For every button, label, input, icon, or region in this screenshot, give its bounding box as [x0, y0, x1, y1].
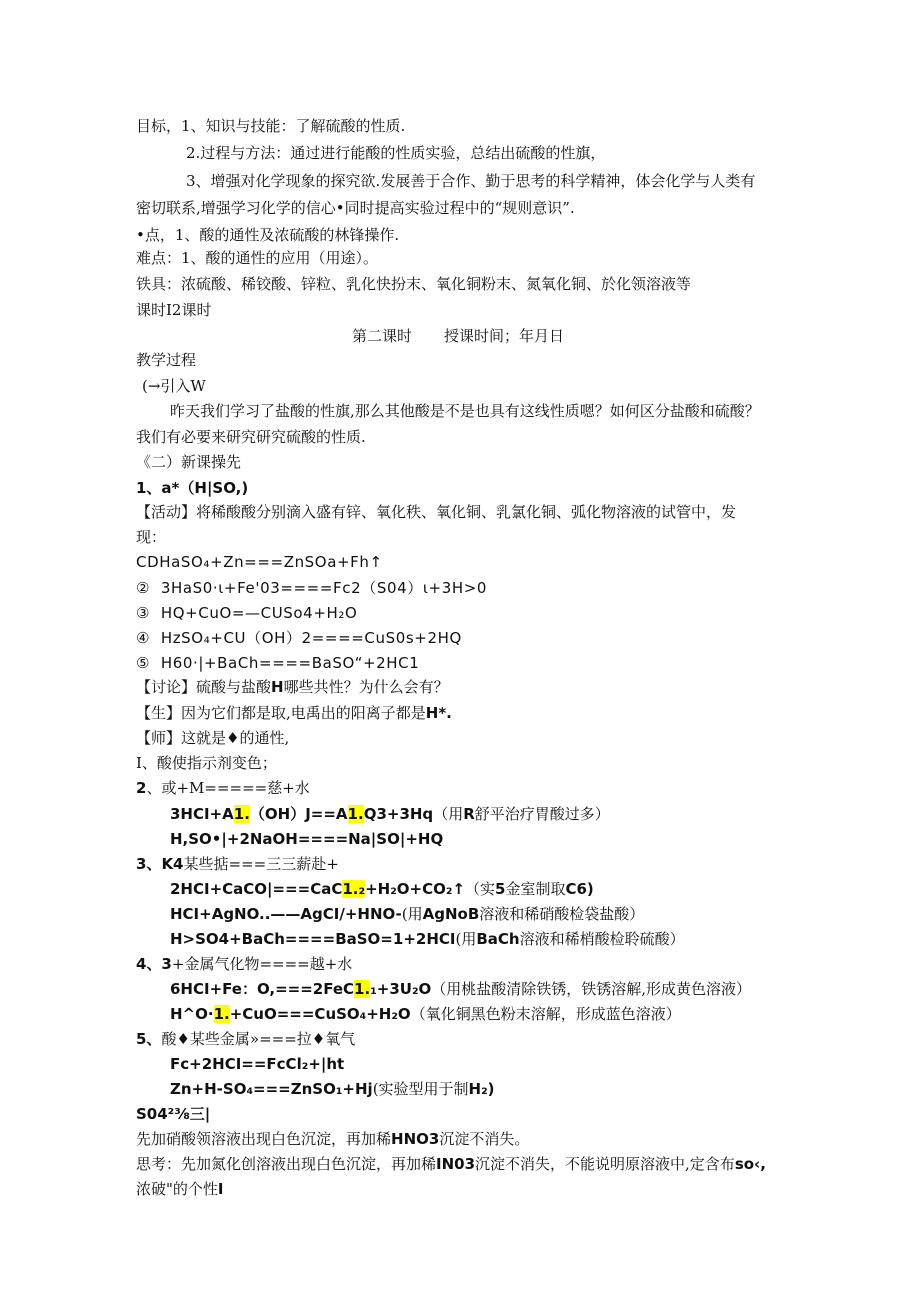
property-4-example-1: [170, 979, 751, 999]
think-bold-end: so‹,: [734, 1155, 766, 1173]
time-label: 授课时间；年月日: [444, 327, 565, 345]
reaction-5: [136, 653, 419, 673]
reaction-2-number: ②: [136, 579, 151, 597]
think-text-cont: 沉淀不消失，不能说明原溶液中,定含布: [475, 1155, 735, 1173]
eq-part: H>SO4+BaCh====BaSO=1+2HCI: [170, 930, 456, 948]
reaction-4-equation: HzSO₄+CU（OH）2====CuS0s+2HQ: [160, 629, 462, 647]
concentrated-acid-note: [136, 1179, 224, 1199]
last-text: 浓破"的个性: [136, 1180, 218, 1198]
goal-process: 2.过程与方法：通过进行能酸的性质实验，总结出硫酸的性旗，: [186, 144, 606, 162]
eq-part: +CuO===CuSO₄+H₂O: [229, 1005, 411, 1023]
reaction-4: [136, 628, 462, 648]
reaction-5-equation: H60·|+BaCh====BaSO“+2HC1: [160, 654, 420, 672]
note-bold: R: [463, 805, 475, 823]
materials: 铁具：浓硫酸、稀铰酸、锌粒、乳化快扮末、氧化铜粉末、氮氧化铜、於化领溶液等: [136, 275, 692, 293]
note-text: (用: [455, 930, 477, 948]
reaction-3-equation: HQ+CuO=—CUSo4+H₂O: [160, 604, 358, 622]
eq-part: 6HCI+Fe：O,===2FeC: [170, 980, 355, 998]
discussion: [136, 677, 449, 697]
process-title: 教学过程: [136, 351, 197, 369]
highlight-mark: 1.: [354, 980, 371, 998]
eq-part: H^O·: [170, 1005, 214, 1023]
think-bold: IN03: [436, 1155, 476, 1173]
note-text: (实验型用于制: [372, 1080, 469, 1098]
property-2-example-2: H,SO•|+2NaOH====Na|SO|+HQ: [170, 830, 444, 848]
reaction-2: [136, 578, 487, 598]
eq-part: ₁+3U₂O: [370, 980, 432, 998]
discussion-text-cont: 哪些共性？为什么会有？: [283, 678, 449, 696]
note-text: 舒平治疗胃酸过多）: [474, 805, 610, 823]
property-4-example-2: [170, 1004, 681, 1024]
property-3-bold: K4: [161, 855, 184, 873]
intro-title: (→引入W: [142, 377, 206, 395]
note-text: (用: [401, 905, 423, 923]
note-text: 金室制取: [505, 880, 566, 898]
key-point: •点，1、酸的通性及浓硫酸的林锋操作.: [136, 226, 400, 244]
difficulty: 难点：1、酸的通性的应用（用途）。: [136, 249, 379, 267]
goal-attitude: 3、增强对化学现象的探究欲.发展善于合作、勤于思考的科学精神，体会化学与人类有: [186, 172, 756, 190]
student-text: 【生】因为它们都是取,电禹出的阳离子都是: [136, 704, 426, 722]
activity-cont: 现：: [136, 528, 167, 546]
sulfate-title: S04²⅜三|: [136, 1105, 211, 1123]
eq-part: Zn+H-SO₄===ZnSO₁+Hj: [170, 1080, 373, 1098]
eq-part: （OH）J==A: [249, 805, 348, 823]
discussion-bold: H: [271, 678, 284, 696]
property-3-example-3: [170, 929, 685, 949]
note-text: （用: [433, 805, 464, 823]
note-text: 溶液和稀硝酸检袋盐酸）: [479, 905, 645, 923]
highlight-mark: 1.: [233, 805, 250, 823]
property-4-number: 4、3: [136, 955, 172, 973]
goal-knowledge: 目标，1、知识与技能：了解硫酸的性质.: [136, 117, 406, 135]
reaction-2-equation: 3HaS0·ι+Fe'03====Fc2（S04）ι+3H>0: [160, 579, 488, 597]
property-3-text: 某些掂===三三薪赴+: [183, 855, 339, 873]
class-hours: 课时I2课时: [136, 301, 212, 319]
property-2-text: 、或+M=====慈+水: [146, 779, 310, 797]
property-2-number: 2: [136, 779, 147, 797]
discussion-text: 【讨论】硫酸与盐酸: [136, 678, 272, 696]
property-3-example-2: [170, 904, 644, 924]
note-bold: C6): [565, 880, 594, 898]
test-bold: HNO3: [391, 1130, 440, 1148]
eq-part: +H₂O+CO₂↑: [365, 880, 466, 898]
reaction-3: [136, 603, 357, 623]
new-lesson-title: 《二）新课操先: [136, 453, 242, 471]
reaction-5-number: ⑤: [136, 654, 151, 672]
teacher-remark: 【师】这就是♦的通性,: [136, 729, 290, 747]
property-1: I、酸使指示剂变色；: [136, 754, 277, 772]
property-2-example-1: [170, 804, 610, 824]
reaction-1: CDHaSO₄+Zn===ZnSOa+Fh↑: [136, 553, 383, 571]
note-text: （氧化铜黑色粉末溶解，形成蓝色溶液）: [410, 1005, 681, 1023]
eq-part: 2HCI+CaCO|===CaC: [170, 880, 343, 898]
sulfate-test: [136, 1129, 529, 1149]
test-text-cont: 沉淀不消失。: [439, 1130, 530, 1148]
property-5-number: 5、: [136, 1030, 162, 1048]
note-bold: 5: [495, 880, 506, 898]
student-bold: H*.: [425, 704, 452, 722]
property-5-text: 酸♦某些金属»===拉♦氧气: [161, 1030, 356, 1048]
test-text: 先加硝酸领溶液出现白色沉淀，再加稀: [136, 1130, 392, 1148]
eq-part: Q3+3Hq: [363, 805, 434, 823]
reaction-4-number: ④: [136, 629, 151, 647]
highlight-mark: 1.: [213, 1005, 230, 1023]
property-3-example-1: [170, 879, 594, 899]
property-4: [136, 954, 352, 974]
period-label: 第二课时: [352, 327, 413, 345]
highlight-mark: 1.₂: [342, 880, 366, 898]
property-3: [136, 854, 339, 874]
note-bold: AgNoB: [422, 905, 480, 923]
goal-attitude-cont: 密切联系,增强学习化学的信心•同时提高实验过程中的“规则意识”.: [136, 199, 575, 217]
last-bold: I: [217, 1180, 224, 1198]
note-text: （实: [465, 880, 496, 898]
note-bold: H₂): [468, 1080, 495, 1098]
think-question: [136, 1154, 766, 1174]
property-5-example-2: [170, 1079, 495, 1099]
intro-paragraph: 昨天我们学习了盐酸的性旗,那么其他酸是不是也具有这线性质嗯？如何区分盐酸和硫酸？: [170, 402, 760, 420]
property-4-text: +金属气化物====越+水: [171, 955, 353, 973]
note-text: 溶液和稀梢酸检聆硫酸）: [519, 930, 685, 948]
highlight-mark: 1.: [347, 805, 364, 823]
student-answer: [136, 703, 452, 723]
property-2: [136, 778, 310, 798]
eq-part: 3HCI+A: [170, 805, 234, 823]
property-5-example-1: Fc+2HCI==FcCl₂+|ht: [170, 1055, 345, 1073]
property-3-number: 3、: [136, 855, 162, 873]
intro-paragraph-cont: 我们有必要来研究研究硫酸的性质.: [136, 428, 366, 446]
eq-part: HCI+AgNO..——AgCI/+HNO-: [170, 905, 402, 923]
section-1-title: 1、a*（H|SO,): [136, 479, 249, 497]
think-text: 思考：先加氮化创溶液出现白色沉淀，再加稀: [136, 1155, 437, 1173]
reaction-3-number: ③: [136, 604, 151, 622]
note-bold: BaCh: [476, 930, 520, 948]
activity: 【活动】将稀酸酸分别滴入盛有锌、氧化秩、氧化铜、乳氯化铜、弧化物溶液的试管中，发: [136, 503, 737, 521]
property-5: [136, 1029, 355, 1049]
note-text: （用桃盐酸清除铁锈，铁锈溶解,形成黄色溶液）: [431, 980, 752, 998]
